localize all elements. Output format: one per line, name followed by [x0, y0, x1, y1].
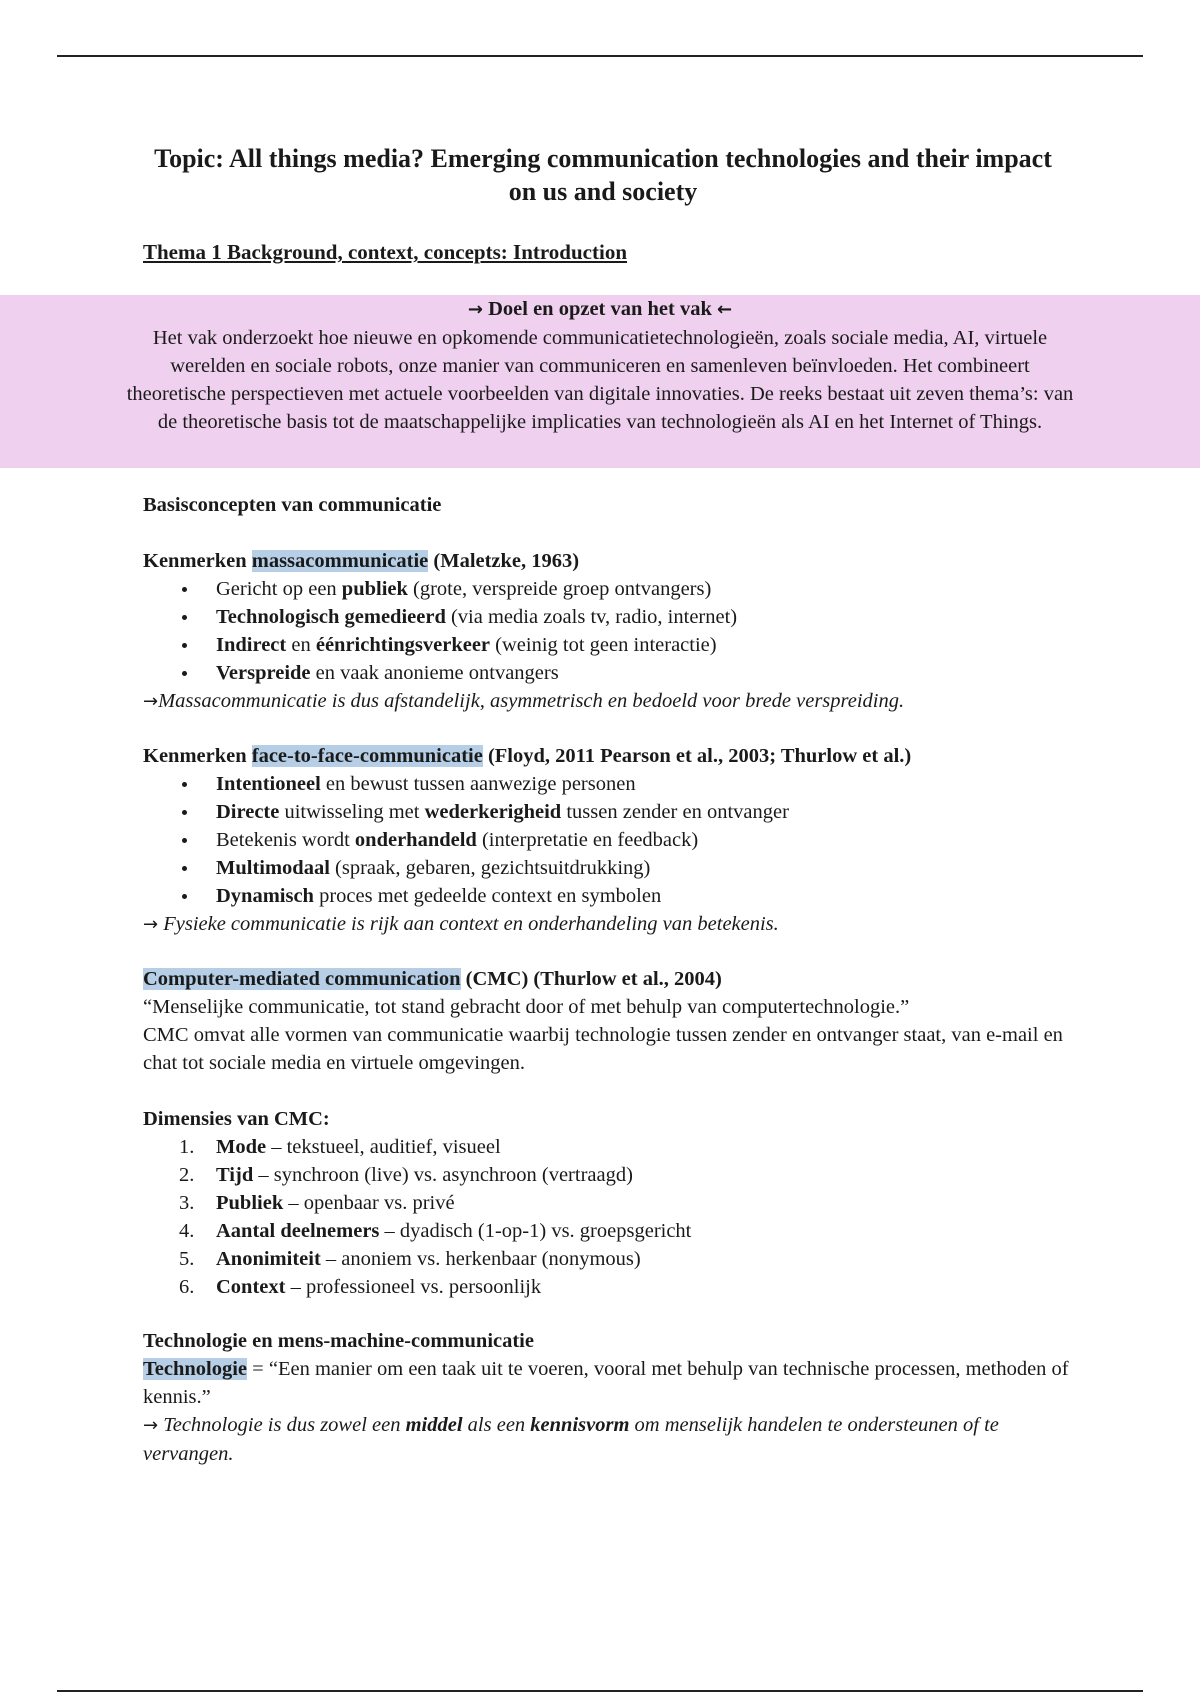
highlight-cmc: Computer-mediated communication: [143, 968, 461, 990]
tech-definition: Technologie = “Een manier om een taak uit te voeren, vooral met behulp van technische processen, methoden of kennis.”: [143, 1358, 1069, 1408]
title-block: [143, 142, 1063, 266]
cmc-body: CMC omvat alle vormen van communicatie waarbij technologie tussen zender en ontvanger staat, van e-mail en chat tot sociale media en virtuele omgevingen.: [143, 1024, 1063, 1074]
arrow-right-icon: →: [143, 914, 159, 935]
intro-box-heading-text: Doel en opzet van het vak: [488, 298, 712, 320]
intro-box-body: Het vak onderzoekt hoe nieuwe en opkomende communicatietechnologieën, zoals sociale media, AI, virtuele werelden en sociale robots, onze manier van communiceren en samenleven beïnvloeden. Het combineert theoretische perspectieven met actuele voorbeelden van digitale innovaties. De reeks bestaat uit zeven thema’s: van de theoretische basis tot de maatschappelijke implicaties van technologieën als AI en het Internet of Things.: [126, 327, 1074, 433]
list-item: 6. Context – professioneel vs. persoonlijk: [179, 1276, 542, 1298]
list-item: Gericht op een publiek (grote, verspreide groep ontvangers): [143, 575, 1083, 603]
mass-list: [143, 575, 1083, 687]
list-item: Dynamisch proces met gedeelde context en symbolen: [143, 882, 1083, 910]
intro-box-heading: [120, 295, 1080, 324]
mass-section: [143, 547, 1083, 716]
dimensions-list: [143, 1133, 1083, 1301]
tech-section: [143, 1327, 1083, 1468]
list-item: Multimodaal (spraak, gebaren, gezichtsuitdrukking): [143, 854, 1083, 882]
highlight-face-to-face: face-to-face-communicatie: [251, 745, 483, 767]
dimensions-section: [143, 1105, 1083, 1301]
list-item: 2. Tijd – synchroon (live) vs. asynchroon (vertraagd): [179, 1164, 633, 1186]
f2f-list: [143, 770, 1083, 910]
cmc-quote: “Menselijke communicatie, tot stand gebracht door of met behulp van computertechnologie.”: [143, 996, 910, 1018]
header-rule: [57, 55, 1143, 57]
arrow-right-icon: →: [143, 1415, 159, 1436]
list-item: 1. Mode – tekstueel, auditief, visueel: [179, 1136, 501, 1158]
dimensions-heading: Dimensies van CMC:: [143, 1108, 330, 1130]
cmc-heading: Computer-mediated communication (CMC) (Thurlow et al., 2004): [143, 968, 722, 990]
mass-conclusion: →Massacommunicatie is dus afstandelijk, asymmetrisch en bedoeld voor brede verspreiding.: [143, 690, 905, 712]
tech-conclusion: → Technologie is dus zowel een middel als een kennisvorm om menselijk handelen te ondersteunen of te vervangen.: [143, 1414, 999, 1465]
f2f-conclusion: → Fysieke communicatie is rijk aan context en onderhandeling van betekenis.: [143, 913, 779, 935]
list-item: Betekenis wordt onderhandeld (interpretatie en feedback): [143, 826, 1083, 854]
arrow-right-icon: →: [467, 299, 483, 320]
basis-heading: Basisconcepten van communicatie: [143, 494, 442, 516]
f2f-heading: Kenmerken face-to-face-communicatie (Floyd, 2011 Pearson et al., 2003; Thurlow et al.): [143, 745, 912, 767]
list-item: Verspreide en vaak anonieme ontvangers: [143, 659, 1083, 687]
list-item: Directe uitwisseling met wederkerigheid tussen zender en ontvanger: [143, 798, 1083, 826]
page-title: Topic: All things media? Emerging communication technologies and their impact on us and society: [154, 144, 1052, 206]
f2f-section: [143, 742, 1083, 939]
basis-section: [143, 491, 1083, 519]
footer-rule: [57, 1690, 1143, 1692]
cmc-section: [143, 965, 1083, 1077]
tech-heading: Technologie en mens-machine-communicatie: [143, 1330, 534, 1352]
mass-heading: Kenmerken massacommunicatie (Maletzke, 1963): [143, 550, 580, 572]
highlight-technologie: Technologie: [143, 1358, 248, 1380]
list-item: 4. Aantal deelnemers – dyadisch (1-op-1) vs. groepsgericht: [179, 1220, 692, 1242]
arrow-right-icon: →: [143, 691, 159, 712]
theme-heading: Thema 1 Background, context, concepts: Introduction: [143, 240, 627, 264]
list-item: 5. Anonimiteit – anoniem vs. herkenbaar (nonymous): [179, 1248, 641, 1270]
list-item: Technologisch gemedieerd (via media zoals tv, radio, internet): [143, 603, 1083, 631]
list-item: Indirect en éénrichtingsverkeer (weinig tot geen interactie): [143, 631, 1083, 659]
highlight-massacommunicatie: massacommunicatie: [251, 550, 429, 572]
arrow-left-icon: ←: [717, 299, 733, 320]
list-item: Intentioneel en bewust tussen aanwezige personen: [143, 770, 1083, 798]
intro-box: [0, 295, 1200, 468]
list-item: 3. Publiek – openbaar vs. privé: [179, 1192, 455, 1214]
